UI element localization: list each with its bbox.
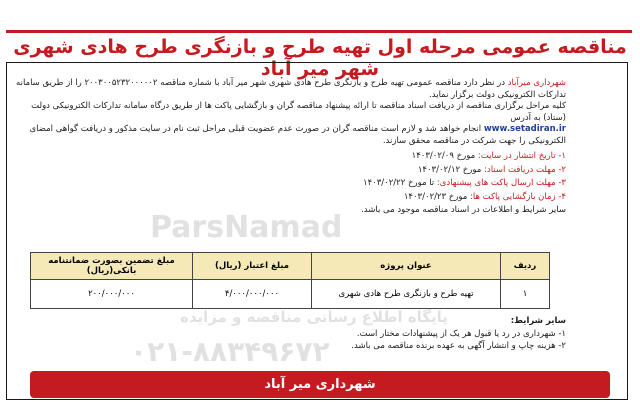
date-label: ۴- زمان بازگشایی پاکت ها: xyxy=(470,191,566,202)
intro-line-1: در نظر دارد مناقصه عمومی تهیه طرح و بازنگری طرح هادی شهری شهر میر آباد با شماره مناقصه ۲۰۰۳۰۰۵۲۳۲۰۰۰۰۰۲ را از طریق سامانه تدارکات الکترونیکی دولت برگزار نماید. xyxy=(16,78,566,100)
setad-link[interactable]: www.setadiran.ir xyxy=(483,124,566,134)
table-cell: ۱ xyxy=(501,280,550,309)
date-item xyxy=(14,192,566,204)
date-value: مورخ ۱۴۰۳/۰۲/۲۳ xyxy=(403,191,471,202)
date-item xyxy=(14,151,566,163)
date-label: ۲- مهلت دریافت اسناد: xyxy=(484,164,566,175)
table-header-row xyxy=(31,253,550,280)
intro-paragraph xyxy=(14,78,566,101)
note-text: سایر شرایط و اطلاعات در اسناد مناقصه موجود می باشد. xyxy=(361,205,566,215)
condition-item: ۱- شهرداری در رد یا قبول هر یک از پیشنهادات مختار است. xyxy=(356,328,566,339)
table-cell: ۴/۰۰۰/۰۰۰/۰۰۰ xyxy=(193,280,312,309)
watermark-slogan: پایگاه اطلاع رسانی مناقصه و مزایده xyxy=(180,308,448,326)
footer-banner: شهرداری میر آباد xyxy=(30,371,610,398)
date-label: ۳- مهلت ارسال پاکت های پیشنهادی: xyxy=(436,178,566,188)
table-cell: ۲۰۰/۰۰۰/۰۰۰ xyxy=(31,280,193,309)
table-cell: تهیه طرح و بازنگری طرح هادی شهری xyxy=(312,280,501,309)
conditions-heading: سایر شرایط: xyxy=(510,316,566,326)
col-header: مبلغ اعتبار (ریال) xyxy=(193,253,312,280)
date-item xyxy=(14,178,566,190)
table-row xyxy=(31,280,550,309)
top-rule xyxy=(6,30,632,33)
col-header: ردیف xyxy=(501,253,550,280)
intro-line-2: کلیه مراحل برگزاری مناقصه از دریافت اسناد مناقصه تا ارائه پیشنهاد مناقصه گران و بازگشایی پاکت ها از طریق درگاه سامانه تدارکات الکترونیکی دولت (ستاد) به آدرس xyxy=(31,101,566,123)
page-title: مناقصه عمومی مرحله اول تهیه طرح و بازنگری طرح هادی شهری شهر میر آباد xyxy=(13,36,627,80)
intro-line-3-wrap xyxy=(14,124,566,147)
notice-body xyxy=(14,78,566,217)
dates-list xyxy=(14,151,566,203)
condition-item: ۲- هزینه چاپ و انتشار آگهی به عهده برنده مناقصه می باشد. xyxy=(351,341,566,351)
tender-table xyxy=(30,252,550,309)
other-conditions xyxy=(14,315,566,353)
date-value: مورخ ۱۴۰۳/۰۲/۰۹ xyxy=(411,151,478,161)
date-value: تا مورخ ۱۴۰۳/۰۲/۲۲ xyxy=(363,178,437,188)
date-label: ۱- تاریخ انتشار در سایت: xyxy=(477,151,566,161)
date-item xyxy=(14,165,566,177)
watermark-brand: ParsNamad xyxy=(150,210,343,245)
date-value: مورخ ۱۴۰۳/۰۲/۱۲ xyxy=(417,164,485,175)
intro-line-3: انجام خواهد شد و لازم است مناقصه گران در صورت عدم عضویت قبلی مراحل ثبت نام در سایت مذکور و دریافت گواهی امضای الکترونیکی را جهت شرکت در مناقصه محقق سازند. xyxy=(29,124,566,146)
watermark-phone: ۰۲۱-۸۸۳۴۹۶۷۲ xyxy=(130,335,330,368)
col-header: مبلغ تضمین بصورت ضمانتنامه بانکی(ریال) xyxy=(31,253,193,280)
col-header: عنوان پروژه xyxy=(312,253,501,280)
municipality-name: شهرداری میرآباد xyxy=(507,78,566,88)
